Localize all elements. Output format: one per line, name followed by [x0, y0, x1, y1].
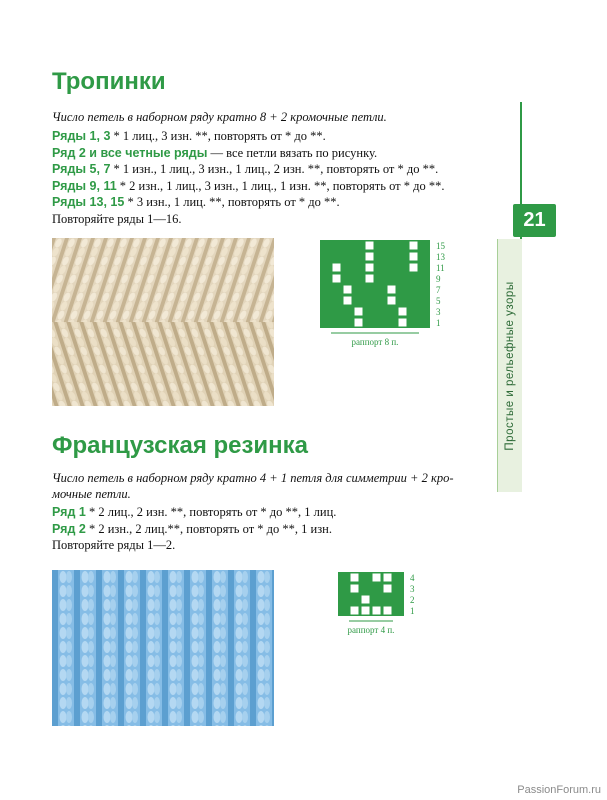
chart-row-label: 5: [436, 296, 441, 306]
chart-cell-knit: [355, 264, 363, 272]
section-intro: [52, 470, 453, 502]
chart-cell-purl: [366, 242, 374, 250]
chart-cell-knit: [421, 297, 429, 305]
row-instruction: [52, 128, 445, 145]
row-text: * 2 лиц., 2 изн. **, повторять от * до **, 1 лиц.: [85, 505, 337, 519]
knit-photo-beige: [52, 238, 274, 406]
chart-cell-purl: [366, 264, 374, 272]
watermark: PassionForum.ru: [517, 784, 601, 796]
chart-cell-knit: [377, 319, 385, 327]
chart-cell-knit: [410, 297, 418, 305]
row-instruction: [52, 161, 445, 178]
chart-cell-purl: [399, 308, 407, 316]
chart-cell-knit: [377, 264, 385, 272]
chart-row-label: 3: [410, 584, 415, 594]
chart-row-label: 15: [436, 241, 445, 251]
chart-cell-knit: [366, 308, 374, 316]
row-label: Ряд 1: [52, 505, 86, 519]
chart-cell-knit: [377, 308, 385, 316]
chart-cell-knit: [395, 585, 403, 593]
chart-cell-knit: [388, 319, 396, 327]
row-instruction: [52, 194, 445, 211]
chart-cell-knit: [399, 297, 407, 305]
instruction-rows: [52, 128, 445, 227]
chart-cell-knit: [395, 574, 403, 582]
chart-cell-knit: [377, 275, 385, 283]
chart-cell-knit: [421, 264, 429, 272]
repeat-note: Повторяйте ряды 1—2.: [52, 538, 176, 552]
chart-cell-purl: [355, 308, 363, 316]
chart-cell-knit: [322, 253, 330, 261]
chart-cell-knit: [322, 264, 330, 272]
chart-cell-knit: [333, 242, 341, 250]
chart-cell-knit: [322, 286, 330, 294]
chart-cell-knit: [388, 264, 396, 272]
chart-cell-knit: [388, 308, 396, 316]
chart-cell-knit: [322, 297, 330, 305]
chart-frame: [338, 572, 404, 616]
chart-row-label: 9: [436, 274, 441, 284]
row-label: Ряды 13, 15: [52, 195, 125, 209]
row-text: * 1 изн., 1 лиц., 3 изн., 1 лиц., 2 изн. **, повторять от * до **.: [110, 162, 439, 176]
chart-cell-knit: [399, 275, 407, 283]
row-instruction: [52, 504, 336, 521]
row-label: Ряды 9, 11: [52, 178, 117, 193]
chart-cell-knit: [333, 253, 341, 261]
chart-cell-purl: [355, 319, 363, 327]
chart-cell-knit: [366, 297, 374, 305]
instruction-rows: [52, 504, 336, 554]
row-text: * 2 изн., 1 лиц., 3 изн., 1 лиц., 1 изн. **, повторять от * до **.: [116, 178, 445, 193]
chart-cell-purl: [399, 319, 407, 327]
chart-row-label: 11: [436, 263, 445, 273]
chart-cell-knit: [355, 253, 363, 261]
chart-cell-knit: [410, 275, 418, 283]
chart-cell-purl: [362, 596, 370, 604]
chart-cell-knit: [366, 319, 374, 327]
chart-cell-knit: [410, 319, 418, 327]
row-text: — все петли вязать по рисунку.: [207, 145, 378, 160]
chart-cell-knit: [377, 297, 385, 305]
chart-cell-purl: [410, 242, 418, 250]
chart-cell-knit: [344, 275, 352, 283]
chart-cell-knit: [377, 253, 385, 261]
knit-chart: [318, 238, 448, 363]
chart-cell-knit: [377, 242, 385, 250]
chart-tropinki: [318, 238, 448, 368]
chart-cell-knit: [344, 319, 352, 327]
chart-cell-knit: [366, 286, 374, 294]
chart-cell-knit: [388, 253, 396, 261]
row-text: * 3 изн., 1 лиц. **, повторять от * до **.: [124, 195, 340, 209]
chart-cell-knit: [377, 286, 385, 294]
row-text: * 1 лиц., 3 изн. **, повторять от * до **.: [110, 129, 326, 143]
chart-cell-purl: [384, 607, 392, 615]
section-intro: Число петель в наборном ряду кратно 8 + 2 кромочные петли.: [52, 110, 387, 124]
chart-cell-knit: [421, 275, 429, 283]
chart-cell-knit: [333, 286, 341, 294]
row-label: Ряды 1, 3: [52, 129, 111, 143]
chart-cell-purl: [344, 286, 352, 294]
chart-cell-purl: [333, 275, 341, 283]
row-label: Ряды 5, 7: [52, 162, 111, 176]
chart-cell-purl: [362, 607, 370, 615]
chart-cell-knit: [421, 286, 429, 294]
row-instruction: [52, 145, 445, 162]
chart-cell-knit: [399, 264, 407, 272]
chart-cell-knit: [322, 319, 330, 327]
chart-cell-purl: [373, 574, 381, 582]
chart-cell-purl: [388, 286, 396, 294]
chart-cell-purl: [384, 585, 392, 593]
chart-cell-knit: [421, 242, 429, 250]
chart-cell-knit: [421, 319, 429, 327]
chart-cell-purl: [351, 585, 359, 593]
chart-cell-purl: [344, 297, 352, 305]
chart-row-label: 1: [436, 318, 441, 328]
chapter-label: Простые и рельефные узоры: [504, 280, 516, 451]
chapter-tab: [497, 239, 522, 492]
chart-cell-knit: [355, 242, 363, 250]
section-title: Французская резинка: [52, 432, 309, 459]
chart-cell-knit: [355, 286, 363, 294]
chart-cell-knit: [373, 585, 381, 593]
page-number: 21: [513, 204, 556, 237]
row-instruction: [52, 178, 445, 195]
chart-cell-knit: [344, 253, 352, 261]
chart-cell-knit: [395, 596, 403, 604]
chart-cell-purl: [366, 275, 374, 283]
chart-cell-knit: [340, 596, 348, 604]
chart-cell-knit: [344, 308, 352, 316]
chart-cell-knit: [373, 596, 381, 604]
chart-cell-knit: [421, 253, 429, 261]
chart-row-label: 7: [436, 285, 441, 295]
chart-cell-knit: [340, 574, 348, 582]
chart-cell-knit: [384, 596, 392, 604]
rapport-label: раппорт 8 п.: [351, 337, 399, 347]
chart-cell-knit: [340, 585, 348, 593]
chart-cell-purl: [333, 264, 341, 272]
chart-cell-knit: [322, 242, 330, 250]
chart-row-label: 1: [410, 606, 415, 616]
chart-row-label: 4: [410, 573, 415, 583]
row-text: * 2 изн., 2 лиц.**, повторять от * до **, 1 изн.: [85, 521, 332, 536]
chart-cell-purl: [384, 574, 392, 582]
chart-cell-knit: [388, 275, 396, 283]
chart-cell-knit: [362, 574, 370, 582]
chart-cell-knit: [362, 585, 370, 593]
chart-cell-knit: [410, 308, 418, 316]
row-label: Ряд 2: [52, 521, 86, 536]
knit-chart: [336, 570, 446, 645]
chart-cell-purl: [373, 607, 381, 615]
chart-row-label: 2: [410, 595, 415, 605]
chart-cell-knit: [410, 286, 418, 294]
chart-cell-purl: [410, 264, 418, 272]
chart-cell-purl: [366, 253, 374, 261]
chart-cell-knit: [333, 308, 341, 316]
chart-cell-purl: [410, 253, 418, 261]
chart-row-label: 13: [436, 252, 445, 262]
chart-cell-knit: [388, 242, 396, 250]
chart-cell-knit: [355, 275, 363, 283]
chart-cell-knit: [351, 596, 359, 604]
chart-french-rib: [336, 570, 446, 650]
chart-cell-knit: [322, 308, 330, 316]
chart-cell-knit: [355, 297, 363, 305]
chart-cell-knit: [333, 319, 341, 327]
chart-cell-purl: [388, 297, 396, 305]
chart-cell-knit: [322, 275, 330, 283]
chart-cell-knit: [344, 264, 352, 272]
section-title: Тропинки: [52, 68, 166, 95]
row-label: Ряд 2 и все четные ряды: [52, 145, 208, 160]
knit-photo-blue: [52, 570, 274, 726]
chart-row-label: 3: [436, 307, 441, 317]
chart-cell-knit: [399, 242, 407, 250]
row-instruction: [52, 521, 336, 538]
chart-cell-knit: [340, 607, 348, 615]
intro-line: Число петель в наборном ряду кратно 4 + 1 петля для симметрии + 2 кро-: [52, 471, 454, 485]
chart-cell-knit: [421, 308, 429, 316]
chart-cell-knit: [395, 607, 403, 615]
intro-line: мочные петли.: [52, 487, 131, 501]
chart-cell-knit: [344, 242, 352, 250]
repeat-note: Повторяйте ряды 1—16.: [52, 211, 182, 226]
chart-cell-knit: [333, 297, 341, 305]
chart-cell-knit: [399, 286, 407, 294]
chart-cell-purl: [351, 607, 359, 615]
chart-cell-purl: [351, 574, 359, 582]
rapport-label: раппорт 4 п.: [347, 625, 395, 635]
chart-cell-knit: [399, 253, 407, 261]
